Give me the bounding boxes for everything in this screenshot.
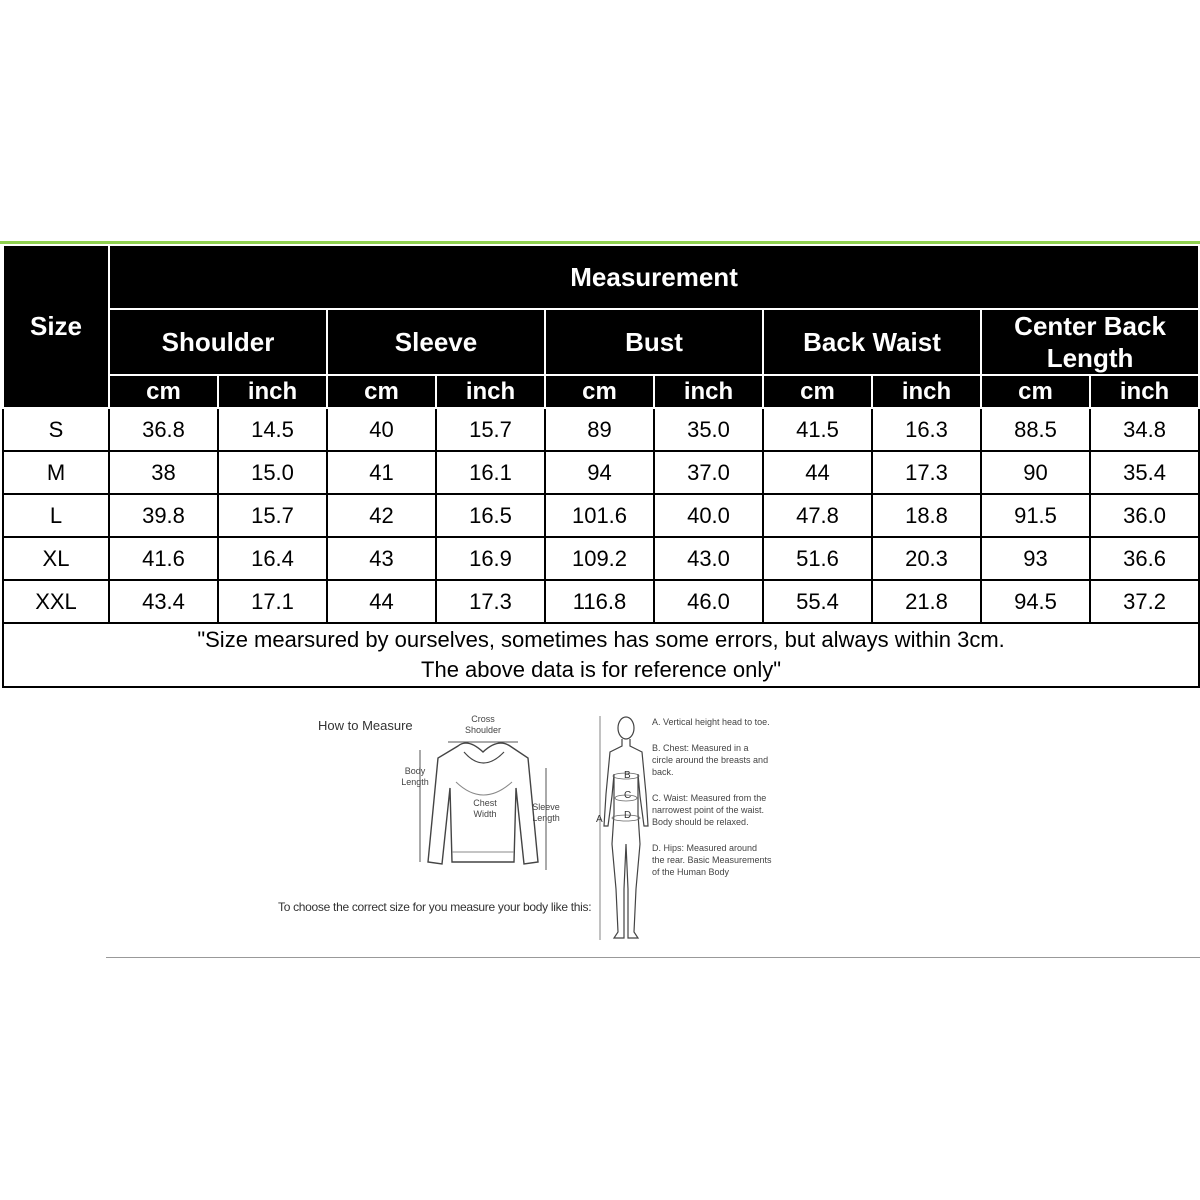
size-cell: XL: [3, 537, 109, 580]
measure-steps-list: [652, 716, 772, 884]
table-row: [3, 494, 1199, 537]
unit-cm-header: cm: [545, 375, 654, 408]
table-cell: 36.0: [1090, 494, 1199, 537]
table-row: [3, 580, 1199, 623]
table-cell: 16.3: [872, 408, 981, 451]
body-figure-icon: [596, 714, 656, 944]
table-cell: 44: [763, 451, 872, 494]
table-cell: 15.7: [436, 408, 545, 451]
figure-letter-d: D: [624, 810, 632, 821]
column-header: Bust: [545, 309, 763, 375]
bottom-divider: [106, 957, 1200, 958]
table-cell: 41.5: [763, 408, 872, 451]
unit-cm-header: cm: [763, 375, 872, 408]
how-to-measure-caption: To choose the correct size for you measure your body like this:: [278, 900, 592, 914]
table-cell: 14.5: [218, 408, 327, 451]
table-cell: 40: [327, 408, 436, 451]
table-cell: 15.7: [218, 494, 327, 537]
table-cell: 37.2: [1090, 580, 1199, 623]
table-cell: 38: [109, 451, 218, 494]
table-cell: 15.0: [218, 451, 327, 494]
unit-inch-header: inch: [1090, 375, 1199, 408]
table-cell: 91.5: [981, 494, 1090, 537]
column-header: Sleeve: [327, 309, 545, 375]
table-cell: 42: [327, 494, 436, 537]
size-cell: XXL: [3, 580, 109, 623]
figure-letter-a: A: [596, 814, 603, 825]
unit-cm-header: cm: [109, 375, 218, 408]
table-cell: 16.4: [218, 537, 327, 580]
table-cell: 55.4: [763, 580, 872, 623]
unit-cm-header: cm: [327, 375, 436, 408]
table-cell: 51.6: [763, 537, 872, 580]
body-length-label: Body Length: [401, 766, 429, 787]
table-cell: 43: [327, 537, 436, 580]
table-cell: 47.8: [763, 494, 872, 537]
sleeve-length-label: Sleeve Length: [532, 802, 560, 823]
table-cell: 41.6: [109, 537, 218, 580]
table-cell: 101.6: [545, 494, 654, 537]
table-cell: 46.0: [654, 580, 763, 623]
table-cell: 94.5: [981, 580, 1090, 623]
table-cell: 93: [981, 537, 1090, 580]
column-header: Back Waist: [763, 309, 981, 375]
table-cell: 35.0: [654, 408, 763, 451]
table-cell: 109.2: [545, 537, 654, 580]
table-cell: 16.5: [436, 494, 545, 537]
table-cell: 16.1: [436, 451, 545, 494]
table-cell: 18.8: [872, 494, 981, 537]
how-to-measure-title: How to Measure: [318, 718, 413, 733]
table-cell: 17.1: [218, 580, 327, 623]
table-cell: 94: [545, 451, 654, 494]
unit-inch-header: inch: [872, 375, 981, 408]
table-cell: 34.8: [1090, 408, 1199, 451]
table-cell: 43.0: [654, 537, 763, 580]
disclaimer-line-1: "Size mearsured by ourselves, sometimes has some errors, but always within 3cm.: [197, 627, 1005, 652]
table-cell: 39.8: [109, 494, 218, 537]
table-cell: 41: [327, 451, 436, 494]
table-cell: 88.5: [981, 408, 1090, 451]
measure-step: C. Waist: Measured from the narrowest point of the waist. Body should be relaxed.: [652, 793, 767, 827]
figure-letter-b: B: [624, 770, 631, 781]
measure-step: A. Vertical height head to toe.: [652, 717, 770, 727]
table-cell: 35.4: [1090, 451, 1199, 494]
table-cell: 36.6: [1090, 537, 1199, 580]
unit-cm-header: cm: [981, 375, 1090, 408]
table-cell: 44: [327, 580, 436, 623]
table-cell: 40.0: [654, 494, 763, 537]
size-disclaimer: [3, 623, 1199, 687]
table-cell: 43.4: [109, 580, 218, 623]
table-cell: 21.8: [872, 580, 981, 623]
body-diagram: [596, 714, 656, 944]
table-cell: 20.3: [872, 537, 981, 580]
garment-diagram: [400, 712, 570, 882]
column-header: Center Back Length: [981, 309, 1199, 375]
column-header: Shoulder: [109, 309, 327, 375]
unit-inch-header: inch: [436, 375, 545, 408]
measure-step: D. Hips: Measured around the rear. Basic Measurements of the Human Body: [652, 843, 772, 877]
measure-step: B. Chest: Measured in a circle around the breasts and back.: [652, 743, 769, 777]
size-cell: M: [3, 451, 109, 494]
figure-letter-c: C: [624, 790, 632, 801]
table-cell: 90: [981, 451, 1090, 494]
table-row: [3, 408, 1199, 451]
garment-sketch-icon: [400, 712, 570, 882]
unit-inch-header: inch: [218, 375, 327, 408]
disclaimer-line-2: The above data is for reference only": [421, 657, 782, 682]
table-row: [3, 537, 1199, 580]
table-cell: 17.3: [436, 580, 545, 623]
table-row: [3, 451, 1199, 494]
table-cell: 116.8: [545, 580, 654, 623]
unit-inch-header: inch: [654, 375, 763, 408]
table-cell: 37.0: [654, 451, 763, 494]
size-header: Size: [3, 245, 109, 408]
size-chart-table: [2, 244, 1200, 688]
table-cell: 36.8: [109, 408, 218, 451]
table-cell: 16.9: [436, 537, 545, 580]
chest-width-label: Chest Width: [473, 798, 497, 819]
table-cell: 89: [545, 408, 654, 451]
size-cell: L: [3, 494, 109, 537]
measurement-header: Measurement: [109, 245, 1199, 309]
table-cell: 17.3: [872, 451, 981, 494]
size-cell: S: [3, 408, 109, 451]
cross-shoulder-label: Cross Shoulder: [464, 714, 502, 735]
